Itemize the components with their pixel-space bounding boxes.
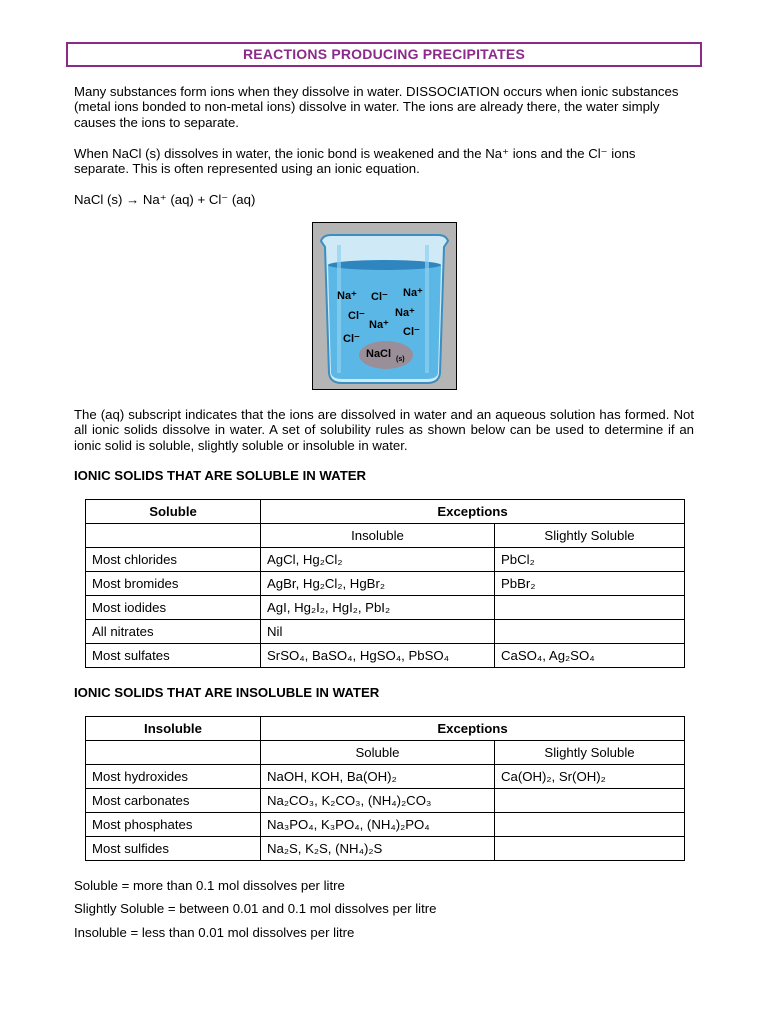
empty-cell: [86, 741, 261, 765]
table-row: [86, 813, 685, 837]
col-slightly-soluble: Slightly Soluble: [495, 741, 685, 765]
table-row: [86, 789, 685, 813]
row-exception-a: SrSO₄, BaSO₄, HgSO₄, PbSO₄: [261, 644, 495, 668]
page-title-box: [66, 42, 702, 67]
row-exception-a: Nil: [261, 620, 495, 644]
row-exception-a: Na₃PO₄, K₃PO₄, (NH₄)₂PO₄: [261, 813, 495, 837]
row-exception-a: Na₂CO₃, K₂CO₃, (NH₄)₂CO₃: [261, 789, 495, 813]
row-exception-b: PbBr₂: [495, 572, 685, 596]
row-name: Most phosphates: [86, 813, 261, 837]
row-name: Most hydroxides: [86, 765, 261, 789]
intro-paragraph-2: When NaCl (s) dissolves in water, the ionic bond is weakened and the Na⁺ ions and the Cl⁻ ions separate. This is often represented using an ionic equation.: [74, 146, 636, 177]
nacl-solid-state: (s): [396, 356, 405, 363]
row-exception-b: [495, 596, 685, 620]
row-name: All nitrates: [86, 620, 261, 644]
empty-cell: [86, 524, 261, 548]
table-row: [86, 572, 685, 596]
ion-label: Cl⁻: [348, 310, 365, 322]
row-exception-a: AgBr, Hg₂Cl₂, HgBr₂: [261, 572, 495, 596]
nacl-solid-label: NaCl: [366, 348, 392, 360]
ion-label: Na⁺: [403, 287, 423, 299]
col-insoluble: Insoluble: [86, 717, 261, 741]
ion-label: Na⁺: [395, 307, 415, 319]
row-exception-a: Na₂S, K₂S, (NH₄)₂S: [261, 837, 495, 861]
table-row: [86, 837, 685, 861]
glass-shine-2: [425, 245, 429, 373]
table-row: [86, 596, 685, 620]
soluble-table: [85, 499, 685, 668]
table-row: [86, 765, 685, 789]
beaker-illustration: [312, 222, 457, 390]
ion-label: Na⁺: [369, 319, 389, 331]
col-soluble: Soluble: [86, 500, 261, 524]
row-name: Most chlorides: [86, 548, 261, 572]
beaker-svg: [313, 223, 456, 389]
glass-shine-1: [337, 245, 341, 373]
table-header-row: [86, 717, 685, 741]
table-row: [86, 620, 685, 644]
row-exception-a: NaOH, KOH, Ba(OH)₂: [261, 765, 495, 789]
aq-paragraph: The (aq) subscript indicates that the ions are dissolved in water and an aqueous solution has formed. Not all ionic solids dissolve in water. A set of solubility rules as shown below can be used to determine if an ionic solid is soluble, slightly soluble or insoluble in water.: [74, 407, 694, 453]
row-name: Most bromides: [86, 572, 261, 596]
table-header-row: [86, 500, 685, 524]
col-exceptions: Exceptions: [261, 717, 685, 741]
row-name: Most carbonates: [86, 789, 261, 813]
row-exception-b: [495, 813, 685, 837]
definition-soluble: Soluble = more than 0.1 mol dissolves per litre: [74, 878, 345, 893]
row-exception-a: AgCl, Hg₂Cl₂: [261, 548, 495, 572]
intro-paragraph-1: Many substances form ions when they dissolve in water. DISSOCIATION occurs when ionic substances (metal ions bonded to non-metal ions) dissolve in water. The ions are already there, the water simply causes the ions to separate.: [74, 84, 679, 130]
row-exception-b: CaSO₄, Ag₂SO₄: [495, 644, 685, 668]
ion-label: Na⁺: [337, 290, 357, 302]
table-row: [86, 548, 685, 572]
row-name: Most sulfates: [86, 644, 261, 668]
row-name: Most iodides: [86, 596, 261, 620]
table-subheader-row: [86, 524, 685, 548]
row-exception-b: Ca(OH)₂, Sr(OH)₂: [495, 765, 685, 789]
page-title: REACTIONS PRODUCING PRECIPITATES: [242, 46, 525, 62]
row-exception-a: AgI, Hg₂I₂, HgI₂, PbI₂: [261, 596, 495, 620]
ion-label: Cl⁻: [343, 333, 360, 345]
col-soluble: Soluble: [261, 741, 495, 765]
definition-slightly-soluble: Slightly Soluble = between 0.01 and 0.1 mol dissolves per litre: [74, 901, 437, 916]
table-subheader-row: [86, 741, 685, 765]
table-row: [86, 644, 685, 668]
definition-insoluble: Insoluble = less than 0.01 mol dissolves per litre: [74, 925, 355, 940]
soluble-heading: IONIC SOLIDS THAT ARE SOLUBLE IN WATER: [74, 468, 367, 483]
col-slightly-soluble: Slightly Soluble: [495, 524, 685, 548]
ionic-equation: NaCl (s) → Na⁺ (aq) + Cl⁻ (aq): [74, 192, 256, 207]
row-exception-b: [495, 620, 685, 644]
row-exception-b: [495, 837, 685, 861]
ion-label: Cl⁻: [371, 291, 388, 303]
row-exception-b: PbCl₂: [495, 548, 685, 572]
ion-label: Cl⁻: [403, 326, 420, 338]
col-exceptions: Exceptions: [261, 500, 685, 524]
water-surface: [328, 260, 441, 270]
insoluble-heading: IONIC SOLIDS THAT ARE INSOLUBLE IN WATER: [74, 685, 380, 700]
row-name: Most sulfides: [86, 837, 261, 861]
insoluble-table: [85, 716, 685, 861]
row-exception-b: [495, 789, 685, 813]
col-insoluble: Insoluble: [261, 524, 495, 548]
